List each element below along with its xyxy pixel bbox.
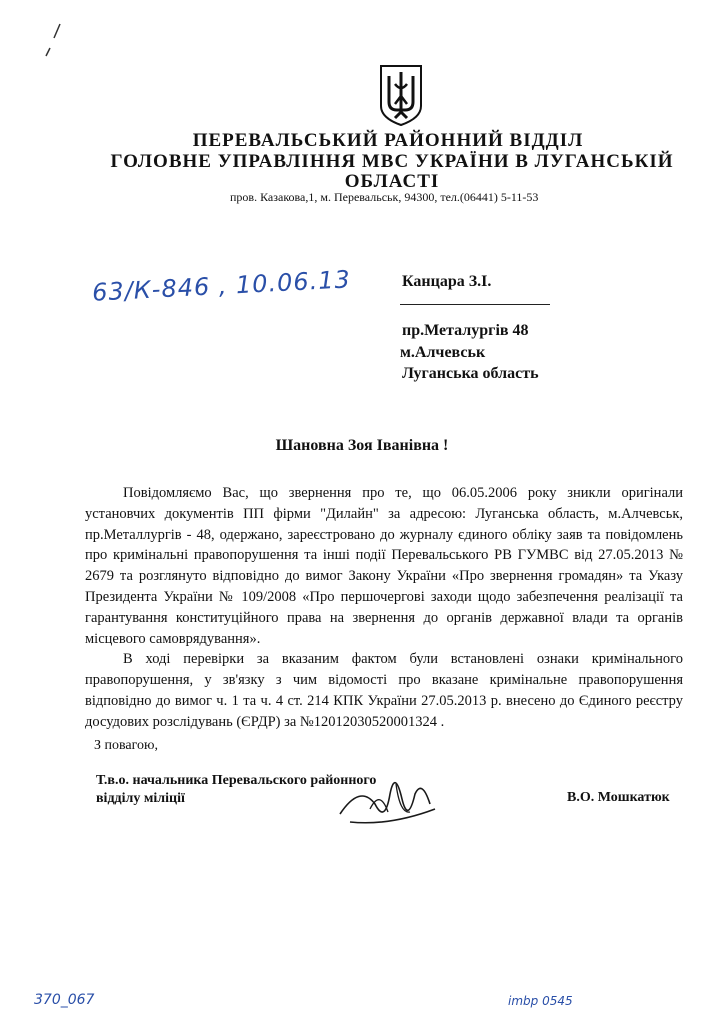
footer-handwritten-right: imbp 0545	[508, 994, 573, 1008]
signatory-title-line-2: відділу міліції	[96, 791, 185, 806]
recipient-street: пр.Металургів 48	[402, 322, 529, 339]
recipient-name: Канцара З.І.	[402, 273, 492, 290]
body-paragraph-1: Повідомляємо Вас, що звернення про те, що 06.05.2006 року зникли оригінали установчих документів ПП фірми "Дилайн" за адресою: Луганська область, м.Алчевськ, пр.Металлургів - 48, одержано, зареєстровано до журналу єдиного обліку заяв та повідомлень про кримінальні правопорушення та інші події Перевальського РВ ГУМВС від 27.05.2013 № 2679 та розглянуто відповідно до вимог Закону України «Про звернення громадян» та Указу Президента України № 109/2008 «Про першочергові заходи щодо забезпечення реалізації та гарантування конституційного права на звернення до органів державної влади та органів місцевого самоврядування».	[85, 485, 683, 647]
coat-of-arms-icon	[373, 62, 429, 128]
signatory-title-line-1: Т.в.о. начальника Перевальского районного	[96, 773, 377, 788]
footer-handwritten-left: 370_067	[34, 992, 95, 1008]
body-paragraph-2: В ході перевірки за вказаним фактом були встановлені ознаки кримінального правопорушення, у зв'язку з чим відомості про вказане кримінальне правопорушення відповідно до вимог ч. 1 та ч. 4 ст. 214 КПК України 27.05.2013 р. внесено до Єдиного реєстру досудових розслідувань (ЄРДР) за №12012030520001324 .	[85, 651, 683, 730]
header-address: пров. Казакова,1, м. Перевальськ, 94300, тел.(06441) 5-11-53	[230, 190, 539, 204]
signatory-name: В.О. Мошкатюк	[567, 790, 670, 805]
handwritten-signature	[330, 764, 440, 834]
handwritten-registration: 63/К-846 , 10.06.13	[91, 265, 352, 307]
closing-regards: З повагою,	[94, 738, 158, 753]
header-line-3: ОБЛАСТІ	[344, 171, 440, 192]
recipient-city: м.Алчевськ	[400, 344, 486, 361]
recipient-divider	[400, 304, 550, 305]
letter-body	[85, 483, 683, 733]
header-line-2: ГОЛОВНЕ УПРАВЛІННЯ МВС УКРАЇНИ В ЛУГАНСЬКІЙ	[110, 151, 674, 172]
header-line-1: ПЕРЕВАЛЬСЬКИЙ РАЙОННИЙ ВІДДІЛ	[192, 130, 584, 151]
recipient-region: Луганська область	[402, 365, 539, 382]
salutation: Шановна Зоя Іванівна !	[275, 437, 449, 454]
scribble-mark	[40, 20, 70, 60]
